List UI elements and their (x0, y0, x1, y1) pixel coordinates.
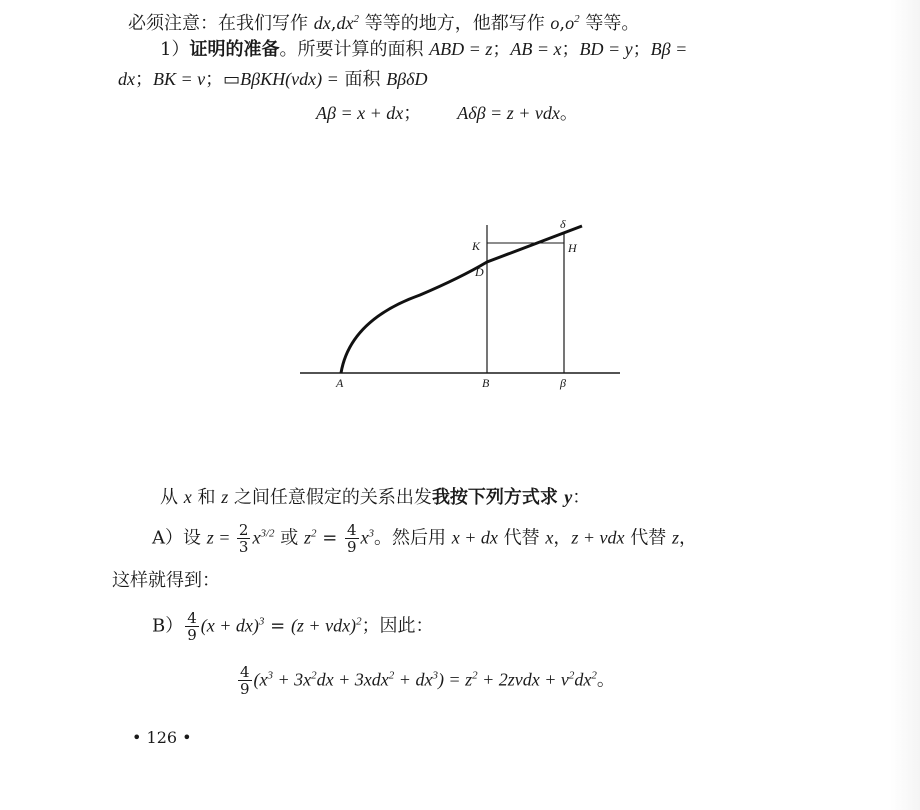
replace-word: 代替 (497, 527, 546, 549)
line1-mid: 等等的地方，他都写作 (358, 13, 551, 34)
sup: 2 (353, 13, 359, 25)
math-dx: dx (118, 69, 135, 89)
denominator: 9 (187, 626, 197, 644)
math-z-vdx-paren: (z + vdx) (290, 615, 357, 636)
exponent: 2 (591, 669, 597, 682)
math-ab: AB = x (510, 39, 562, 59)
math-area: BβδD (386, 69, 428, 89)
period: 。 (596, 669, 615, 691)
math-x: x (545, 527, 554, 548)
line6-t1: 。然后用 (374, 527, 452, 549)
math-z: z (221, 487, 229, 507)
math-bd: BD = y (579, 39, 633, 59)
scan-edge-shadow (890, 0, 920, 810)
math-part: + 2zvdx + v (477, 669, 569, 690)
line5-pre: 从 (160, 487, 184, 508)
sep: ； (205, 69, 224, 90)
text-line-9 (236, 664, 615, 697)
curve (341, 226, 582, 373)
math-dx: dx (336, 13, 354, 33)
sep: , (559, 13, 566, 34)
line5-mid: 之间任意假定的关系出发 (228, 487, 432, 508)
exponent: 3 (267, 669, 274, 682)
area-word: 面积 (338, 69, 387, 90)
or-word: 或 (274, 527, 304, 549)
exponent: 3 (432, 669, 438, 682)
numerator: 4 (347, 521, 357, 539)
colon: ： (572, 487, 591, 508)
numerator: 2 (238, 521, 249, 539)
math-part: (x (253, 669, 268, 690)
fraction-4-9 (345, 522, 359, 555)
comma: ， (553, 527, 572, 549)
math-x: x (183, 487, 192, 507)
bold-heading: 证明的准备 (189, 39, 280, 60)
line1-prefix: 必须注意：在我们写作 (128, 13, 314, 34)
math-part: + 3x (273, 669, 312, 690)
math-z: z (303, 527, 311, 548)
numerator: 4 (187, 609, 197, 627)
exponent: 2 (388, 669, 395, 682)
denominator: 3 (238, 538, 249, 556)
label-b: B (482, 376, 490, 390)
exponent: 2 (310, 527, 317, 540)
label-a: A (336, 376, 344, 390)
line1-suffix: 等等。 (579, 13, 640, 34)
period: 。 (559, 103, 578, 124)
sep: , (330, 13, 337, 34)
item-label-b: B） (152, 615, 184, 637)
math-adeltabeta: Aδβ = z + vdx (457, 103, 560, 123)
exponent: 2 (568, 669, 575, 682)
label-k: K (472, 239, 481, 253)
exponent: 3 (258, 615, 265, 628)
math-part: ) = z (437, 669, 473, 690)
math-part: + dx (394, 669, 433, 690)
label-delta: δ (560, 217, 566, 231)
exponent: 3/2 (260, 527, 275, 540)
math-z-eq: z = (206, 527, 235, 548)
sep: ； (561, 39, 580, 60)
line5-bold: 我按下列方式求 (431, 487, 565, 508)
exponent: 3 (368, 527, 375, 540)
math-abd: ABD = z (429, 39, 493, 59)
math-x: x (252, 527, 261, 548)
sep: ； (632, 39, 651, 60)
text-line-8 (152, 610, 434, 643)
math-bk: BK = v (153, 69, 206, 89)
math-part: dx + 3xdx (316, 669, 389, 690)
text-line-5 (160, 486, 590, 509)
math-dx: dx (313, 13, 331, 33)
text-line-6 (152, 522, 697, 555)
math-x-dx: x + dx (451, 527, 498, 548)
line7-text: 这样就得到： (112, 570, 220, 591)
math-x-dx-paren: (x + dx) (200, 615, 259, 636)
item-number: 1） (160, 39, 190, 60)
fraction-4-9 (238, 664, 252, 697)
fraction-4-9 (185, 610, 199, 643)
label-beta: β (560, 376, 566, 390)
equals: = (316, 527, 343, 549)
sep: ； (135, 69, 153, 90)
math-part: dx (574, 669, 592, 690)
math-y: y (564, 487, 573, 507)
label-h: H (568, 241, 577, 255)
exponent: 2 (472, 669, 478, 682)
exponent: 2 (356, 615, 362, 628)
math-x: x (360, 527, 369, 548)
denominator: 9 (240, 680, 250, 698)
text-line-7 (112, 570, 220, 592)
math-bbeta: Bβ = (650, 39, 688, 59)
math-o: o (550, 13, 560, 33)
math-z-vdx: z + vdx (571, 527, 625, 548)
numerator: 4 (240, 663, 250, 681)
replace-word: 代替 (624, 527, 672, 549)
math-o: o (565, 13, 575, 33)
fraction-2-3 (237, 522, 251, 555)
equals: = (264, 615, 291, 637)
math-rect: ▭BβKH(vdx) = (223, 69, 339, 89)
label-d: D (475, 265, 484, 279)
comma: ， (678, 527, 697, 549)
line8-therefore: ；因此： (361, 615, 434, 637)
item-label-a: A）设 (152, 527, 207, 549)
sep: ； (492, 39, 511, 60)
sup: 2 (574, 13, 580, 25)
math-z: z (671, 527, 679, 548)
page-number: • 126 • (132, 728, 192, 747)
sep: ； (403, 103, 422, 124)
line5-and: 和 (191, 487, 222, 508)
line2-text: 。所要计算的面积 (279, 39, 430, 60)
math-abeta: Aβ = x + dx (316, 103, 404, 123)
denominator: 9 (347, 538, 357, 556)
exponent: 2 (311, 669, 317, 682)
